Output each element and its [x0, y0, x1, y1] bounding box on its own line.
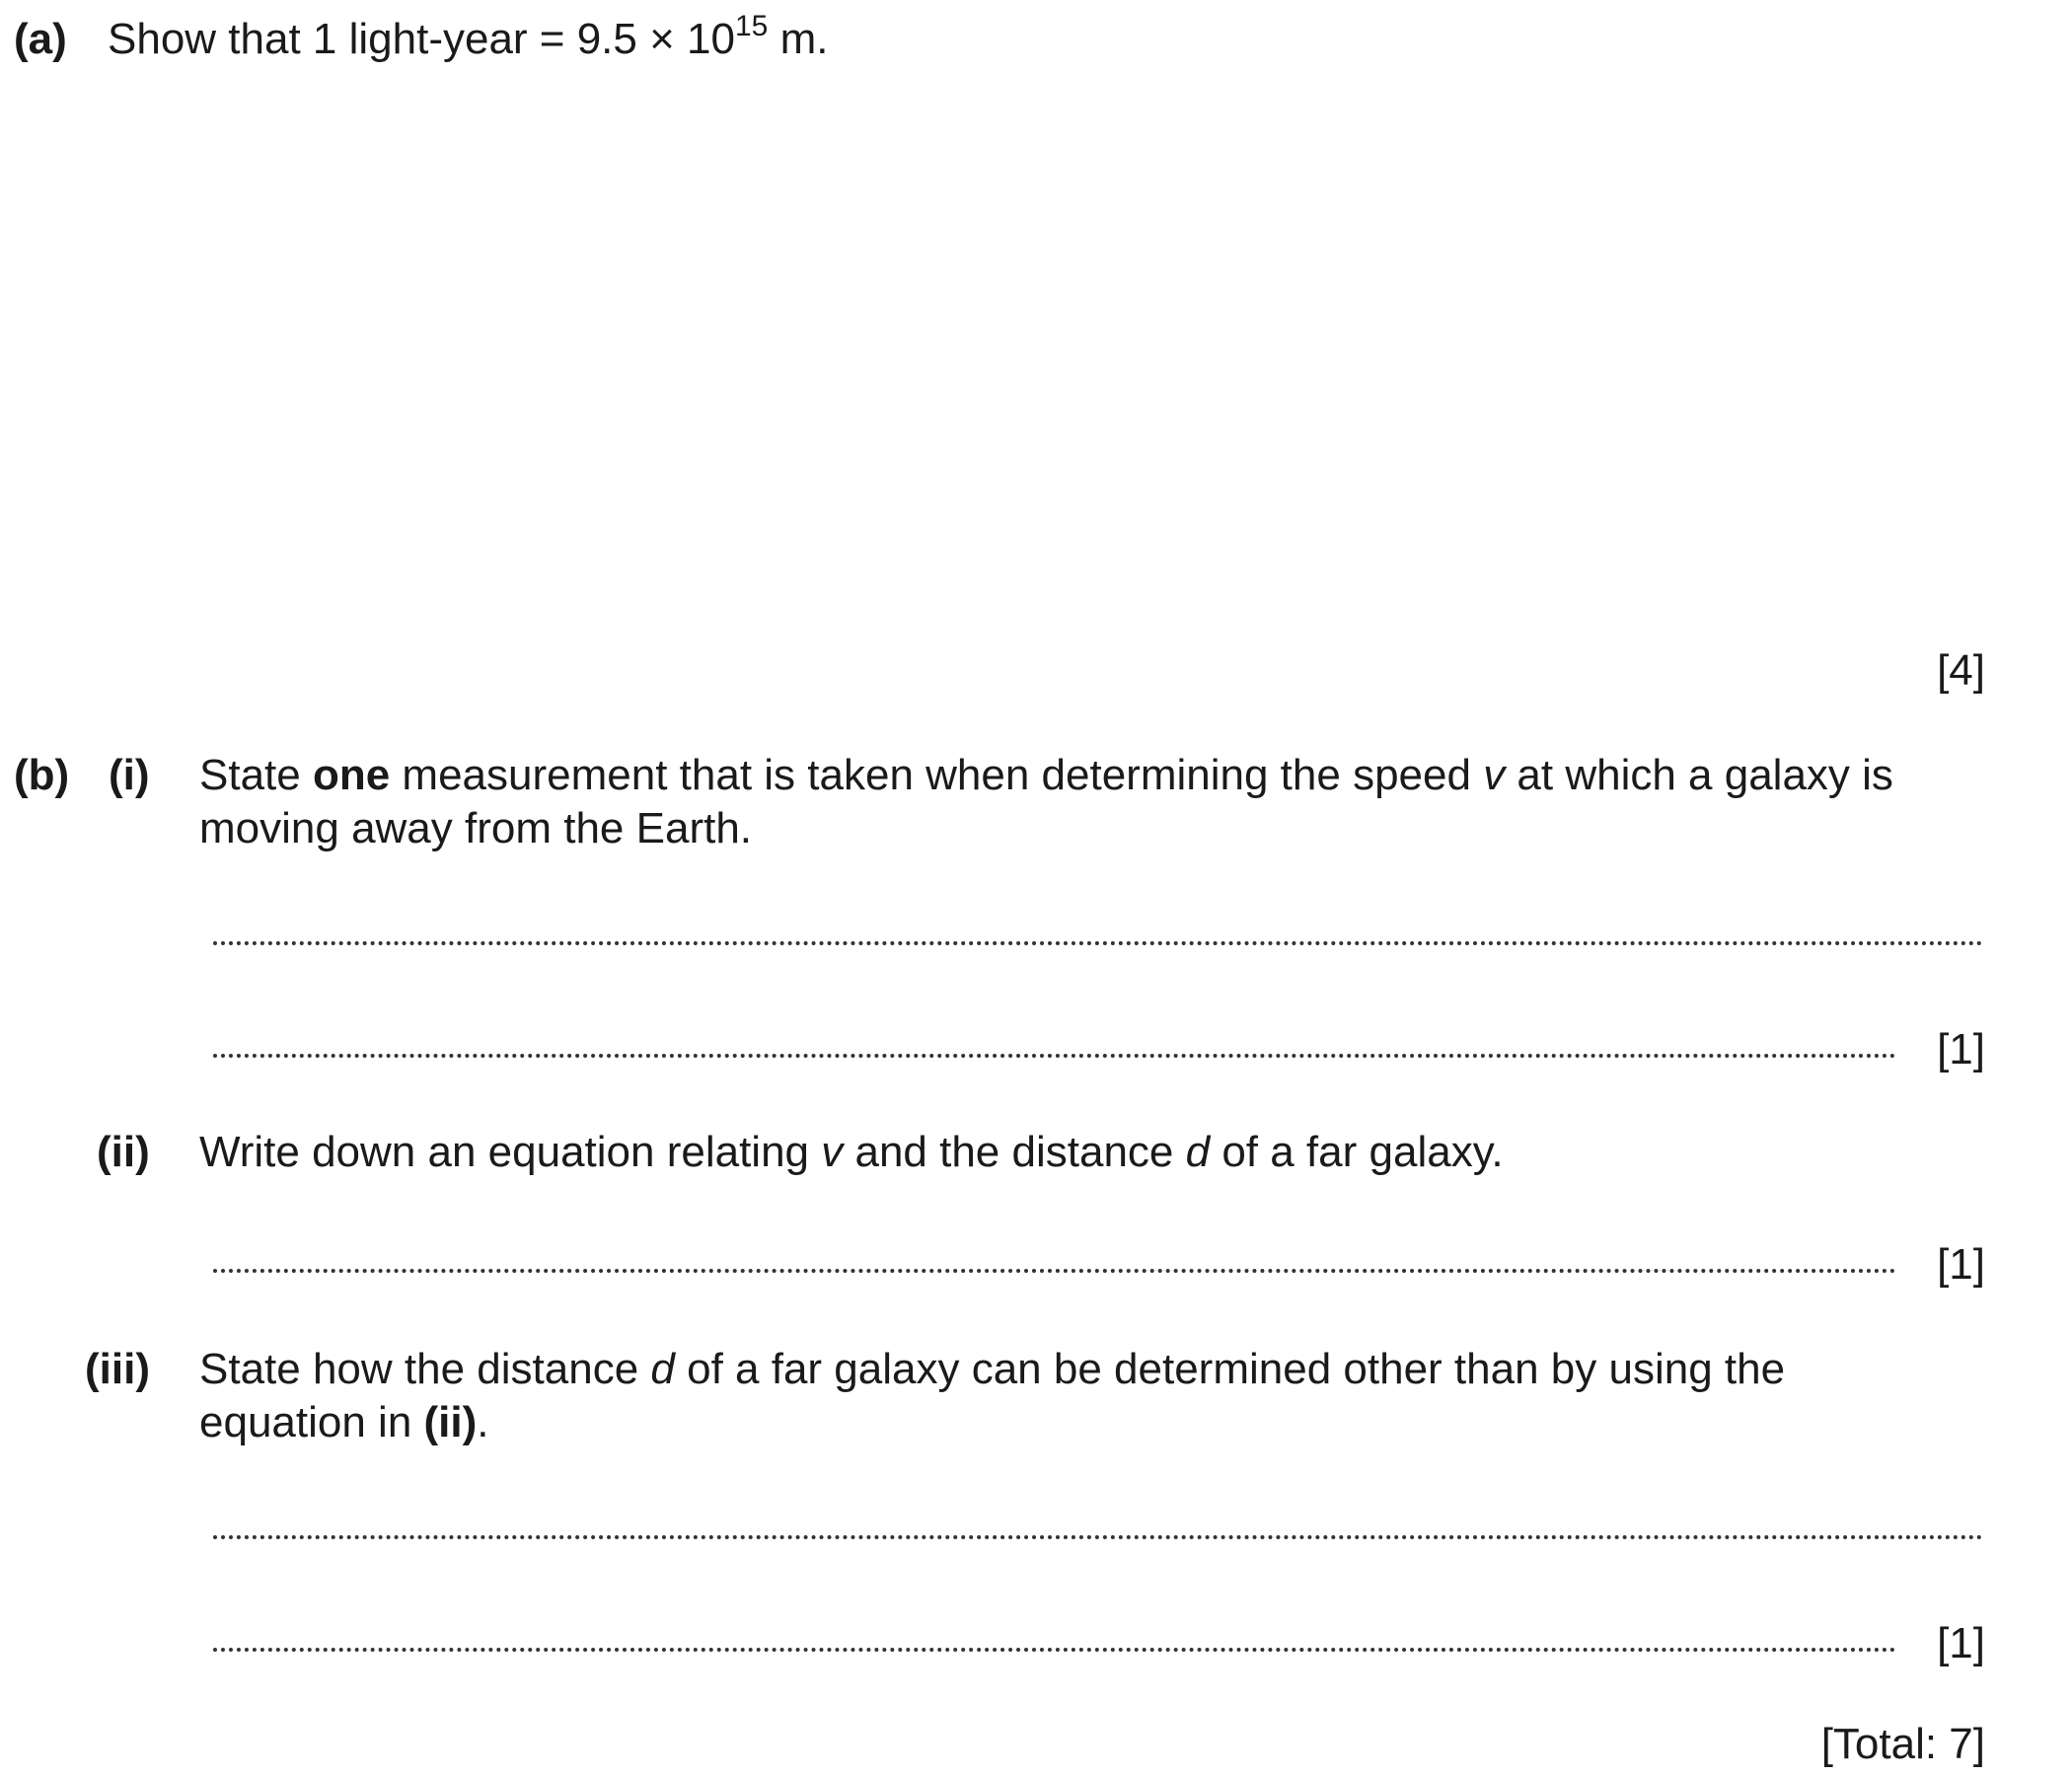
- part-a-text: Show that 1 light-year = 9.5 × 10: [108, 15, 735, 63]
- part-a-question: [108, 12, 828, 66]
- part-b-i-text-2: measurement that is taken when determining the speed: [390, 751, 1484, 799]
- part-b-iii-line2-text: equation in: [199, 1398, 424, 1446]
- part-b-i-label: (i): [109, 751, 150, 799]
- part-b-iii-text-2: of a far galaxy can be determined other than by using the: [674, 1345, 1786, 1393]
- part-a-mark: [4]: [1937, 646, 1985, 695]
- part-b-ii-label: (ii): [97, 1128, 150, 1176]
- part-b-ii-question: [199, 1125, 1504, 1179]
- part-b-ii-text-2: and the distance: [843, 1128, 1186, 1176]
- part-a-unit: m.: [768, 15, 829, 63]
- part-b-i-text-3: at which a galaxy is: [1505, 751, 1893, 799]
- part-b-iii-label: (iii): [85, 1345, 150, 1393]
- part-b-iii-question: [199, 1342, 1985, 1396]
- part-b-iii-line2: [199, 1395, 489, 1449]
- answer-line-b-i-2[interactable]: [213, 1054, 1896, 1058]
- part-b-iii-line2-bold: (ii): [423, 1398, 478, 1446]
- part-b-i-question: [199, 748, 1985, 802]
- part-a-exponent: 15: [734, 10, 769, 42]
- answer-line-b-ii[interactable]: [213, 1269, 1896, 1273]
- part-b-iii-mark: [1]: [1937, 1619, 1985, 1667]
- part-b-ii-var-v: v: [821, 1128, 844, 1176]
- part-b-i-var-v: v: [1483, 751, 1506, 799]
- part-b-ii-var-d: d: [1185, 1128, 1211, 1176]
- part-b-ii-text-1: Write down an equation relating: [199, 1128, 822, 1176]
- part-a-label: (a): [14, 15, 67, 63]
- part-b-i-mark: [1]: [1937, 1025, 1985, 1073]
- answer-line-b-i-1[interactable]: [213, 941, 1983, 945]
- part-b-iii-var-d: d: [650, 1345, 675, 1393]
- answer-line-b-iii-2[interactable]: [213, 1648, 1896, 1652]
- part-b-ii-mark: [1]: [1937, 1240, 1985, 1289]
- total-marks: [Total: 7]: [1820, 1720, 1985, 1768]
- part-b-i-line2: moving away from the Earth.: [199, 804, 753, 852]
- answer-line-b-iii-1[interactable]: [213, 1535, 1983, 1539]
- part-b-ii-text-3: of a far galaxy.: [1210, 1128, 1504, 1176]
- part-b-iii-line2-end: .: [477, 1398, 489, 1446]
- part-b-i-text-1: State: [199, 751, 313, 799]
- part-b-label: (b): [14, 751, 70, 799]
- part-b-i-bold: one: [312, 751, 391, 799]
- part-b-iii-text-1: State how the distance: [199, 1345, 651, 1393]
